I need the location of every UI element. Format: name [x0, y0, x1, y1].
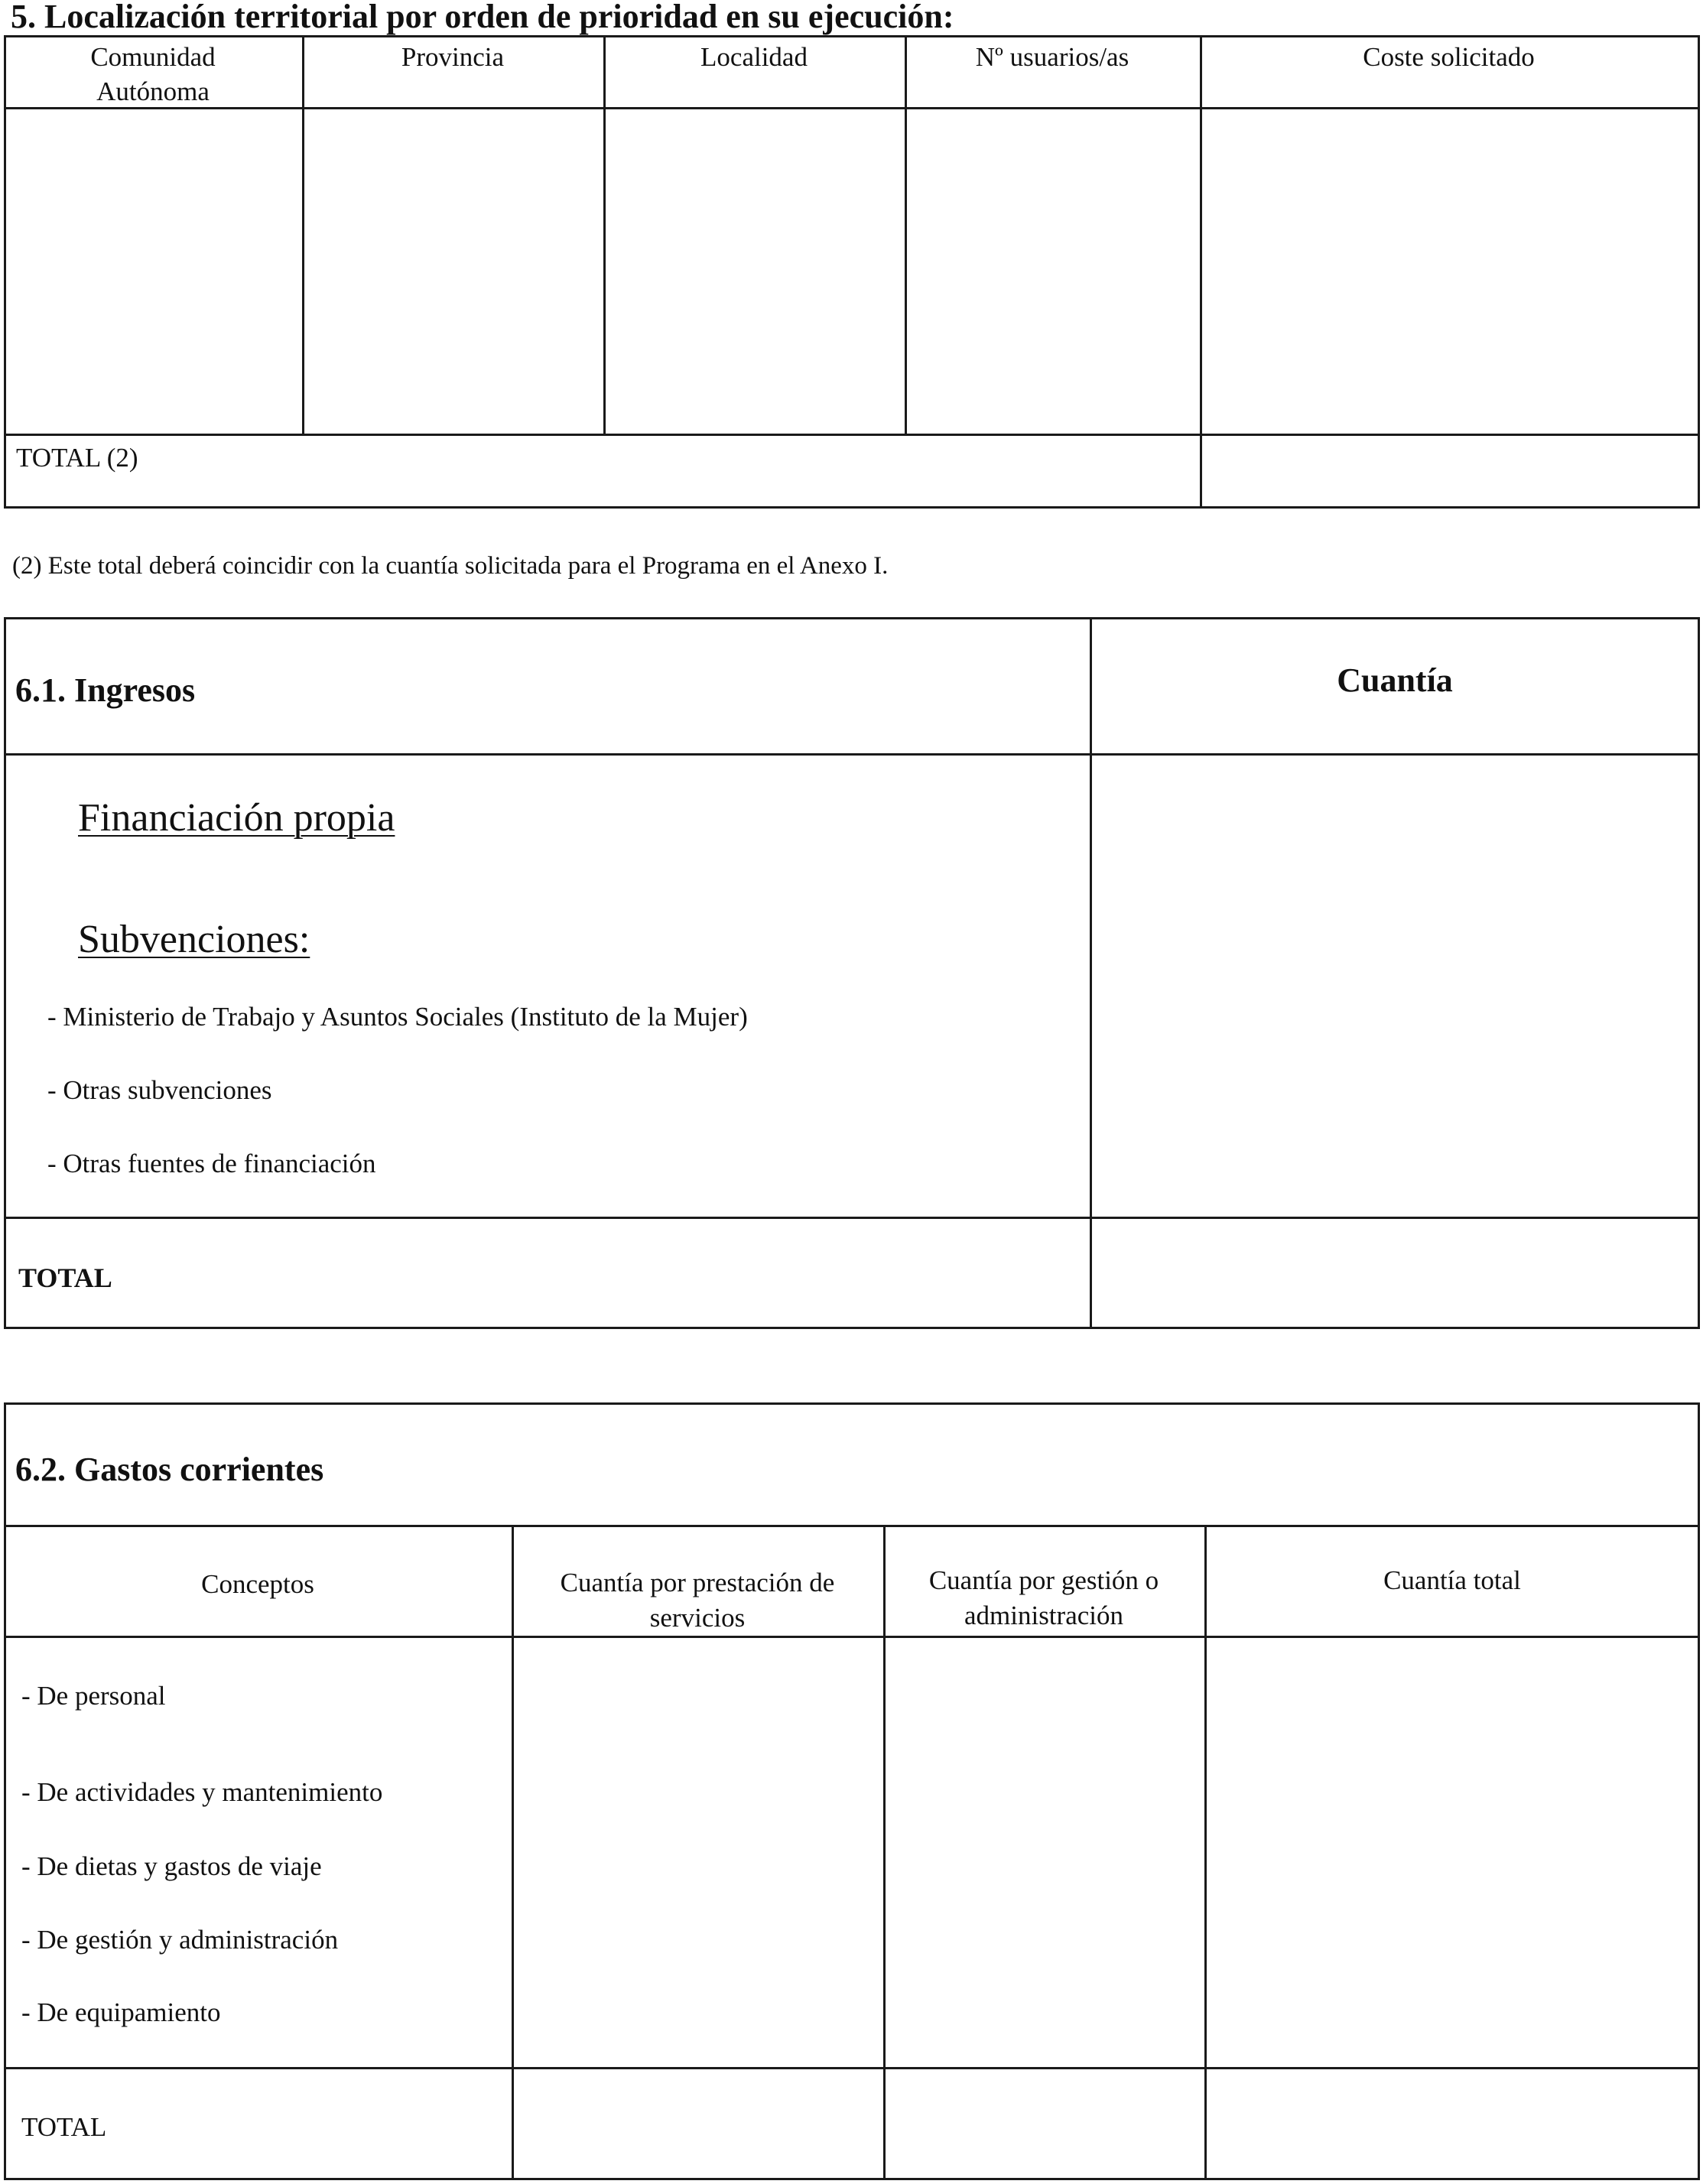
financiacion-propia-label: Financiación propia [78, 796, 395, 840]
gastos-item-personal: - De personal [21, 1681, 166, 1711]
gastos-item-dietas: - De dietas y gastos de viaje [21, 1851, 322, 1881]
subvenciones-label: Subvenciones: [78, 918, 310, 961]
header-coste: Coste solicitado [1363, 42, 1535, 72]
header-gestion-line1: Cuantía por gestión o [928, 1565, 1159, 1595]
header-prestacion-line1: Cuantía por prestación de [560, 1568, 835, 1597]
ingresos-total-label: TOTAL [18, 1263, 112, 1293]
footnote-2: (2) Este total deberá coincidir con la cuantía solicitada para el Programa en el Anexo I. [12, 552, 889, 580]
section-5-title: 5. Localización territorial por orden de prioridad en su ejecución: [11, 0, 954, 35]
gastos-item-actividades: - De actividades y mantenimiento [21, 1777, 383, 1807]
header-localidad: Localidad [700, 42, 808, 72]
header-provincia: Provincia [401, 42, 505, 72]
header-conceptos: Conceptos [201, 1569, 314, 1599]
header-comunidad-line2: Autónoma [96, 76, 210, 106]
gastos-item-equipamiento: - De equipamiento [21, 1997, 221, 2027]
gastos-item-gestion: - De gestión y administración [21, 1925, 339, 1955]
header-gestion-line2: administración [964, 1601, 1123, 1630]
ingresos-item-otras-fuentes: - Otras fuentes de financiación [47, 1149, 376, 1178]
cuantia-header: Cuantía [1337, 661, 1453, 699]
ingresos-item-ministerio: - Ministerio de Trabajo y Asuntos Sociales (Instituto de la Mujer) [47, 1002, 748, 1032]
gastos-title: 6.2. Gastos corrientes [15, 1451, 324, 1488]
header-comunidad-line1: Comunidad [90, 42, 216, 72]
header-prestacion-line2: servicios [649, 1603, 746, 1633]
gastos-total-label: TOTAL [21, 2112, 107, 2142]
header-usuarios: Nº usuarios/as [975, 42, 1129, 72]
total-2-label: TOTAL (2) [16, 443, 138, 473]
ingresos-item-otras-subvenciones: - Otras subvenciones [47, 1075, 272, 1105]
header-cuantia-total: Cuantía total [1383, 1565, 1521, 1595]
ingresos-title: 6.1. Ingresos [15, 671, 196, 709]
